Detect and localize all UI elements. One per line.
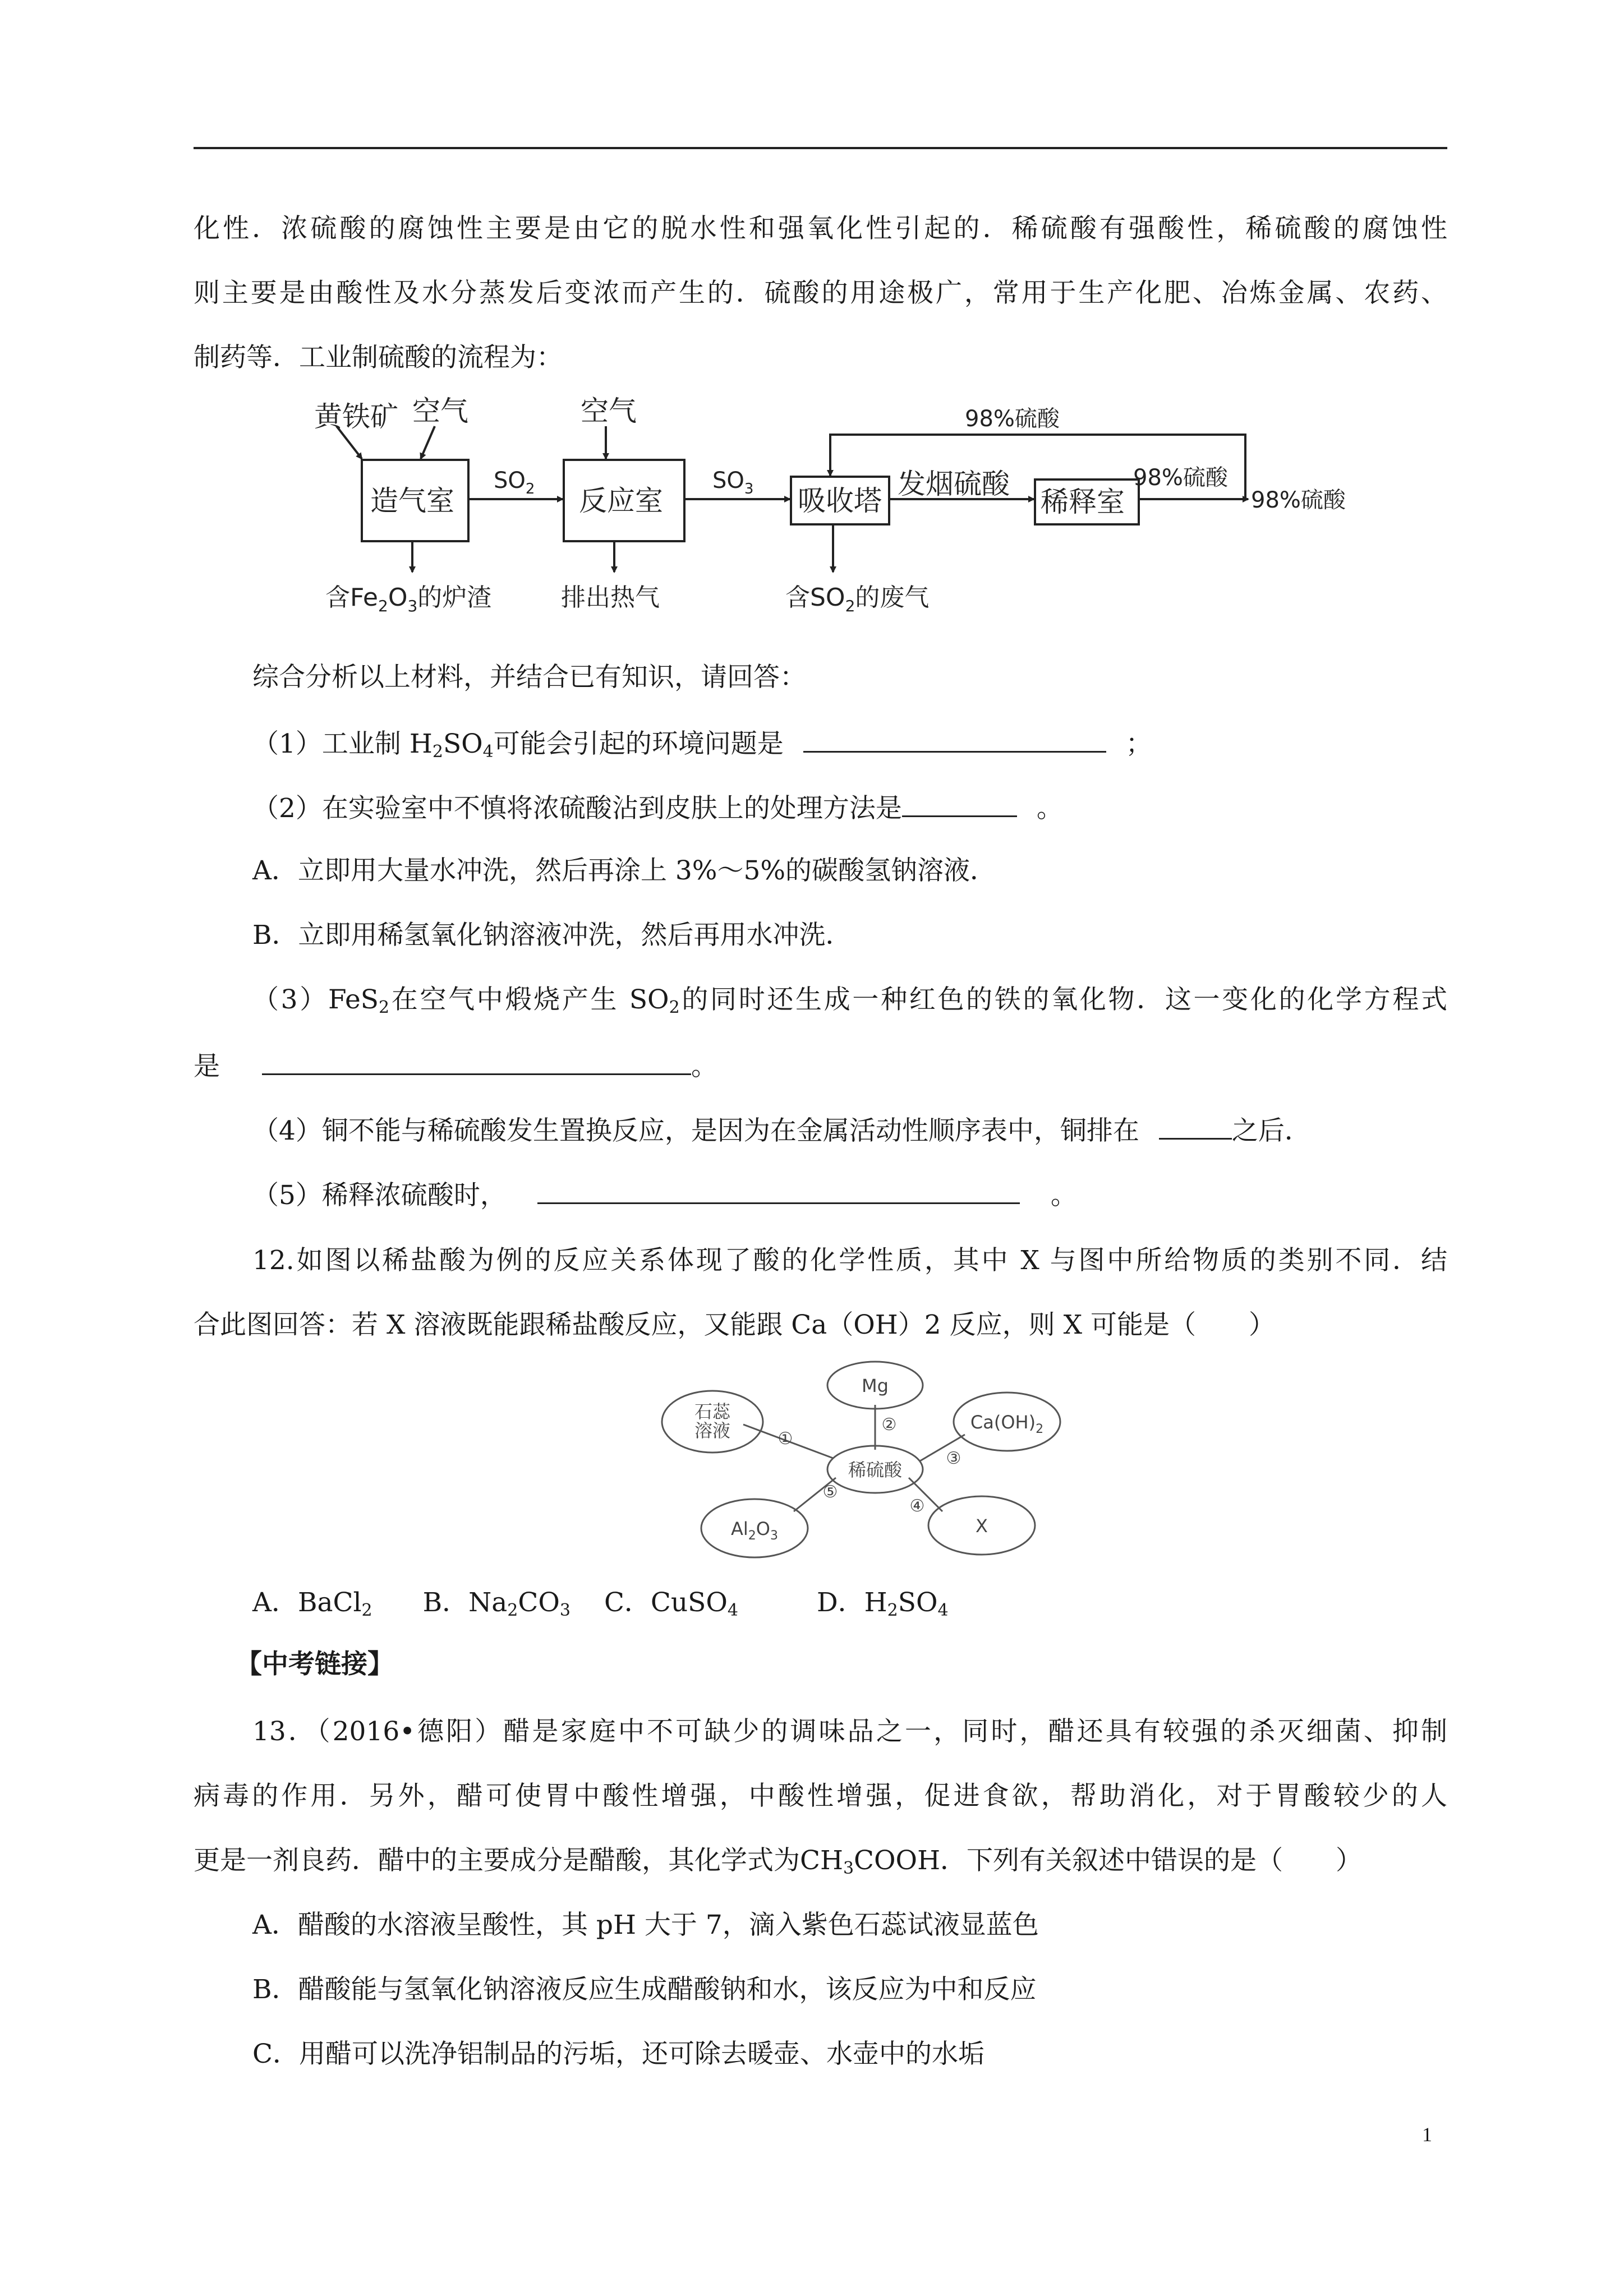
option-b: B．立即用稀氢氧化钠溶液冲洗，然后再用水冲洗． bbox=[252, 920, 852, 951]
caoh2-label: $Ca(OH)_2$ bbox=[970, 1412, 1044, 1436]
raw-material-label: 黄铁矿 bbox=[314, 400, 398, 433]
air-label-2: 空气 bbox=[581, 395, 637, 427]
answer-blank-4[interactable] bbox=[1159, 1112, 1232, 1140]
question-2: （2）在实验室中不慎将浓硫酸沾到皮肤上的处理方法是 。 bbox=[252, 790, 1063, 826]
paragraph-line: 化性．浓硫酸的腐蚀性主要是由它的脱水性和强氧化性引起的．稀硫酸有强酸性，稀硫酸的腐蚀性 bbox=[194, 213, 1447, 244]
node-al2o3 bbox=[701, 1499, 808, 1557]
acid-reaction-diagram bbox=[617, 1352, 1122, 1565]
paragraph-line: 则主要是由酸性及水分蒸发后变浓而产生的．硫酸的用途极广，常用于生产化肥、冶炼金属、农药、 bbox=[194, 278, 1447, 308]
room-label-4: 稀释室 bbox=[1041, 486, 1125, 518]
q12-option-b: B．$Na_2CO_3$ bbox=[422, 1587, 571, 1620]
air-label-1: 空气 bbox=[412, 395, 468, 427]
edge-label-5: ⑤ bbox=[822, 1482, 838, 1502]
section-title: 【中考链接】 bbox=[236, 1649, 394, 1680]
arrow-label-1: $SO_2$ bbox=[494, 468, 535, 497]
question-12-line2: 合此图回答：若 X 溶液既能跟稀盐酸反应，又能跟 Ca（OH）2 反应，则 X 可能是（ ） bbox=[194, 1310, 1275, 1340]
edge-label-3: ③ bbox=[946, 1449, 961, 1468]
question-1: （1）工业制 $H_2SO_4$可能会引起的环境问题是 ； bbox=[252, 725, 1152, 761]
question-3-line2: 是 。 bbox=[194, 1048, 717, 1084]
answer-blank-2[interactable] bbox=[902, 790, 1017, 817]
question-12-options bbox=[252, 1586, 949, 1620]
sulfuric-acid-flow-diagram bbox=[314, 393, 1391, 628]
intro-text: 综合分析以上材料，并结合已有知识，请回答： bbox=[252, 662, 806, 693]
question-12-line1: 12.如图以稀盐酸为例的反应关系体现了酸的化学性质，其中 X 与图中所给物质的类别不同．结 bbox=[252, 1245, 1447, 1276]
output-label: 98%硫酸 bbox=[1133, 465, 1228, 491]
room-label-2: 反应室 bbox=[579, 485, 663, 517]
question-5: （5）稀释浓硫酸时， 。 bbox=[252, 1177, 1077, 1212]
x-label: X bbox=[976, 1515, 988, 1537]
question-4: （4）铜不能与稀硫酸发生置换反应，是因为在金属活动性顺序表中，铜排在 之后． bbox=[252, 1112, 1311, 1148]
mg-label: Mg bbox=[862, 1375, 889, 1396]
litmus-label-1: 石蕊 bbox=[694, 1401, 731, 1422]
edge-label-1: ① bbox=[778, 1429, 793, 1449]
arrow-label-3: 发烟硫酸 bbox=[898, 468, 1010, 500]
waste-gas-label: 含$SO_2$的废气 bbox=[785, 583, 930, 615]
q13-option-b: B．醋酸能与氢氧化钠溶液反应生成醋酸钠和水，该反应为中和反应 bbox=[252, 1974, 1037, 2005]
paragraph-line: 制药等．工业制硫酸的流程为： bbox=[194, 342, 563, 373]
edge-label-2: ② bbox=[881, 1415, 897, 1435]
answer-blank-5[interactable] bbox=[537, 1177, 1020, 1204]
center-label: 稀硫酸 bbox=[848, 1459, 903, 1481]
product-label: 98%硫酸 bbox=[1251, 487, 1346, 513]
question-13-line3: 更是一剂良药．醋中的主要成分是醋酸，其化学式为$CH_3COOH$．下列有关叙述中错误的是（ ） bbox=[194, 1845, 1363, 1878]
edge-label-4: ④ bbox=[909, 1496, 925, 1516]
q13-option-a: A．醋酸的水溶液呈酸性，其 pH 大于 7，滴入紫色石蕊试液显蓝色 bbox=[252, 1910, 1039, 1940]
q12-option-a: A．BaCl$_2$ bbox=[252, 1587, 372, 1620]
litmus-label-2: 溶液 bbox=[694, 1420, 731, 1441]
heat-label: 排出热气 bbox=[561, 583, 660, 612]
answer-blank-3[interactable] bbox=[262, 1048, 691, 1075]
header-rule bbox=[194, 147, 1447, 149]
feedback-label: 98%硫酸 bbox=[965, 406, 1060, 432]
question-13-line2: 病毒的作用．另外，醋可使胃中酸性增强，中酸性增强，促进食欲，帮助消化，对于胃酸较少的人 bbox=[194, 1781, 1447, 1811]
answer-blank-1[interactable] bbox=[803, 725, 1106, 753]
q12-option-c: C．CuSO$_4$ bbox=[604, 1587, 738, 1620]
question-3: （3）FeS$_2$在空气中煅烧产生 $SO_2$的同时还生成一种红色的铁的氧化物．这一变化的化学方程式 bbox=[252, 984, 1447, 1017]
room-label-3: 吸收塔 bbox=[798, 485, 882, 517]
question-13-line1: 13．（2016•德阳）醋是家庭中不可缺少的调味品之一，同时，醋还具有较强的杀灭细菌、抑制 bbox=[252, 1716, 1447, 1747]
q12-option-d: D．$H_2SO_4$ bbox=[817, 1587, 949, 1620]
option-a: A．立即用大量水冲洗，然后再涂上 3%～5%的碳酸氢钠溶液． bbox=[252, 855, 997, 886]
room-label-1: 造气室 bbox=[370, 485, 454, 517]
arrow-label-2: $SO_3$ bbox=[712, 468, 754, 497]
q13-option-c: C．用醋可以洗净铝制品的污垢，还可除去暖壶、水壶中的水垢 bbox=[252, 2039, 984, 2069]
residue-label: 含$Fe_2O_3$的炉渣 bbox=[325, 583, 492, 615]
al2o3-label: $Al_2O_3$ bbox=[731, 1518, 778, 1543]
page-number: 1 bbox=[1422, 2123, 1432, 2146]
